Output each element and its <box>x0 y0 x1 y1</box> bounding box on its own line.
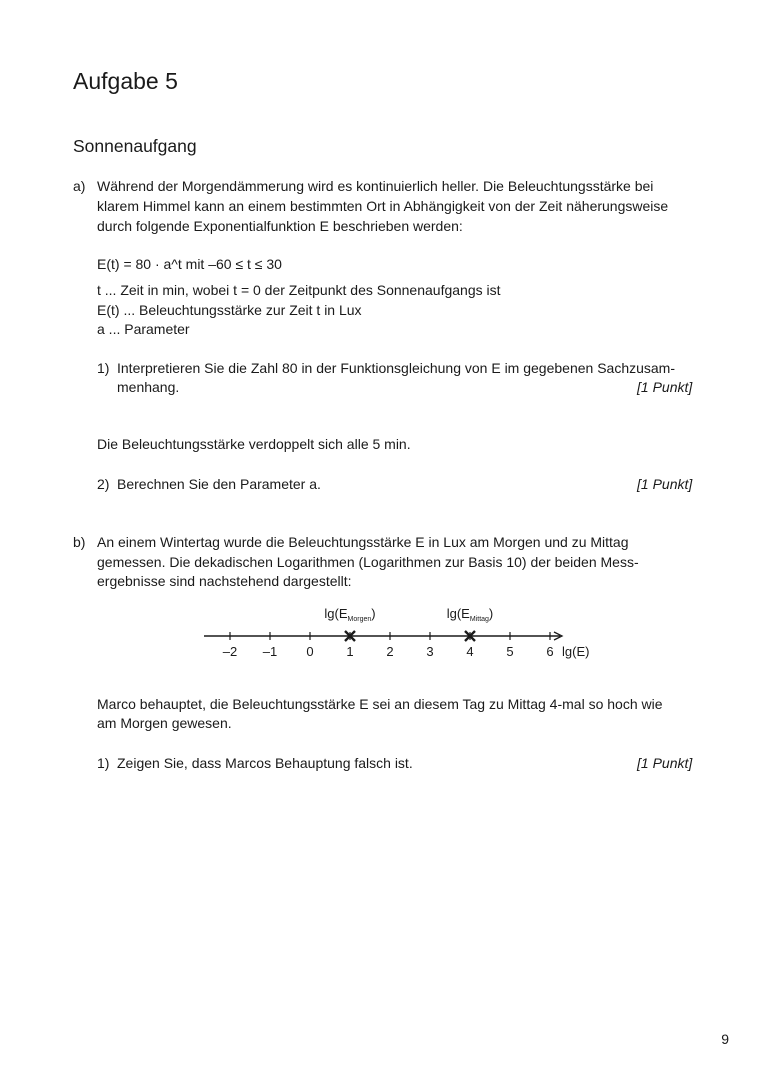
part-b-statement-line-2: am Morgen gewesen. <box>97 715 232 731</box>
tick-label: 5 <box>506 644 514 659</box>
part-b-intro-line-1: An einem Wintertag wurde die Beleuchtungsstärke E in Lux am Morgen und zu Mittag <box>97 534 629 550</box>
part-a-label: a) <box>73 178 86 194</box>
task-a1-points: [1 Punkt] <box>637 379 693 395</box>
part-b-intro-line-3: ergebnisse sind nachstehend dargestellt: <box>97 573 352 589</box>
task-b1-text: Zeigen Sie, dass Marcos Behauptung falsch ist. <box>117 755 413 771</box>
tick-label: 0 <box>306 644 314 659</box>
definition-e: E(t) ... Beleuchtungsstärke zur Zeit t in Lux <box>97 302 362 318</box>
tick-label: 2 <box>386 644 394 659</box>
page-number: 9 <box>721 1031 729 1047</box>
task-b1-number: 1) <box>97 755 110 771</box>
part-b-statement-line-1: Marco behauptet, die Beleuchtungsstärke E sei an diesem Tag zu Mittag 4-mal so hoch wie <box>97 696 663 712</box>
page-title: Aufgabe 5 <box>73 68 178 94</box>
tick-label: 1 <box>346 644 354 659</box>
task-a1-number: 1) <box>97 360 110 376</box>
task-a2-text: Berechnen Sie den Parameter a. <box>117 476 321 492</box>
marker-label: $\lg(E_{Mittag})$ <box>446 606 494 623</box>
tick-label: 4 <box>466 644 474 659</box>
part-a-intro-line-3: durch folgende Exponentialfunktion E beschrieben werden: <box>97 218 463 234</box>
task-b1-points: [1 Punkt] <box>637 755 693 771</box>
number-line-axis-label: lg(E) <box>562 644 590 659</box>
task-a2-number: 2) <box>97 476 110 492</box>
part-b-intro-line-2: gemessen. Die dekadischen Logarithmen (Logarithmen zur Basis 10) der beiden Mess- <box>97 554 639 570</box>
part-a-statement: Die Beleuchtungsstärke verdoppelt sich alle 5 min. <box>97 436 411 452</box>
part-a-intro-line-2: klarem Himmel kann an einem bestimmten Ort in Abhängigkeit von der Zeit näherungsweise <box>97 198 669 214</box>
task-a1-text-line-1: Interpretieren Sie die Zahl 80 in der Funktionsgleichung von E im gegebenen Sachzusam- <box>117 360 675 376</box>
tick-label: 3 <box>426 644 434 659</box>
section-title: Sonnenaufgang <box>73 136 197 156</box>
task-a1-text-line-2: menhang. <box>117 379 180 395</box>
formula: E(t) = 80 · a^t mit –60 ≤ t ≤ 30 <box>97 256 282 272</box>
definition-a: a ... Parameter <box>97 321 190 337</box>
tick-label: –1 <box>262 644 278 659</box>
tick-label: –2 <box>222 644 238 659</box>
tick-label: 6 <box>546 644 554 659</box>
marker-label: $\lg(E_{Morgen})$ <box>324 606 376 623</box>
part-b-label: b) <box>73 534 86 550</box>
task-a2-points: [1 Punkt] <box>637 476 693 492</box>
definition-t: t ... Zeit in min, wobei t = 0 der Zeitpunkt des Sonnenaufgangs ist <box>97 282 501 298</box>
number-line <box>190 598 610 668</box>
part-a-intro-line-1: Während der Morgendämmerung wird es kontinuierlich heller. Die Beleuchtungsstärke bei <box>97 178 654 194</box>
